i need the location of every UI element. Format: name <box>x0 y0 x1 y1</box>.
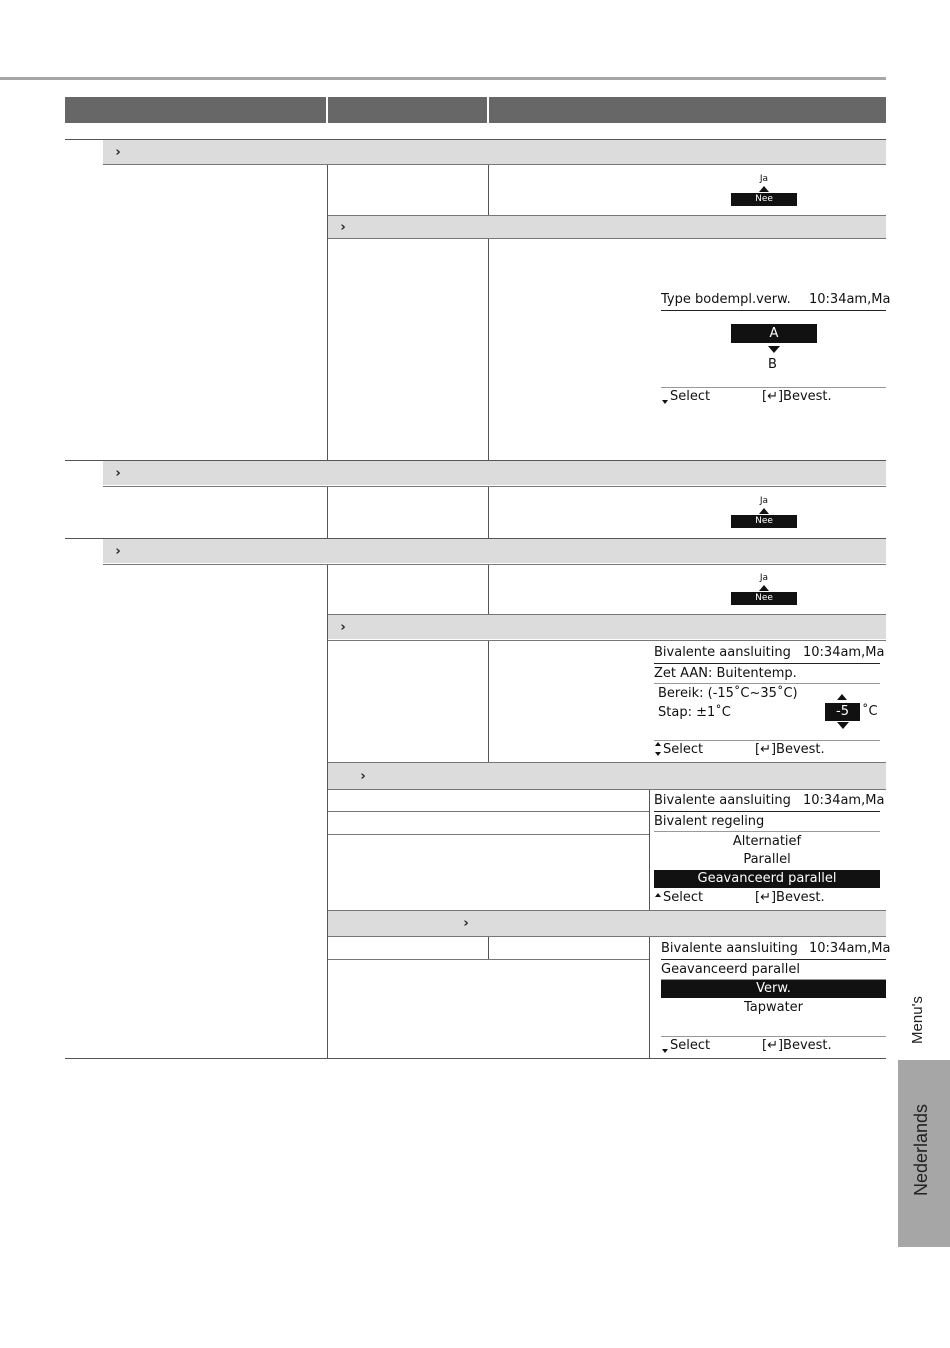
option-nee-selected: Nee <box>731 193 797 206</box>
temperature-value: -5 <box>825 703 860 721</box>
screen-time: 10:34am,Ma <box>803 645 885 660</box>
row-divider <box>328 959 649 960</box>
section-row-3 <box>103 539 886 563</box>
triangle-down-icon <box>768 346 780 353</box>
chevron-right-icon: › <box>340 619 346 635</box>
chevron-right-icon: › <box>463 915 469 931</box>
option-parallel: Parallel <box>743 852 791 867</box>
chevron-right-icon: › <box>115 144 121 160</box>
screen-subtitle: Zet AAN: Buitentemp. <box>654 666 797 681</box>
section-row-1 <box>103 140 886 164</box>
row-divider <box>328 811 649 812</box>
row-divider <box>328 238 886 239</box>
screen-footer-rule <box>654 740 880 741</box>
screen-subtitle: Bivalent regeling <box>654 814 765 829</box>
ja-nee-selector <box>729 174 799 206</box>
triangle-up-icon <box>759 508 769 514</box>
triangle-up-icon <box>655 742 661 746</box>
column-divider <box>327 165 328 461</box>
triangle-down-icon <box>662 400 668 404</box>
option-alternatief: Alternatief <box>732 834 802 849</box>
column-divider <box>488 487 489 538</box>
row-divider <box>328 936 886 937</box>
row-divider <box>103 164 886 165</box>
triangle-up-icon <box>655 893 661 897</box>
ja-nee-selector <box>729 573 799 605</box>
top-rule <box>0 77 886 80</box>
step-text: Stap: ±1˚C <box>658 705 731 720</box>
column-divider <box>649 937 650 1059</box>
column-divider <box>488 937 489 959</box>
screen-rule <box>661 959 886 960</box>
screen-title: Bivalente aansluiting <box>661 941 798 956</box>
screen-subtitle: Geavanceerd parallel <box>661 962 800 977</box>
column-divider <box>649 790 650 910</box>
option-verw-selected: Verw. <box>661 980 886 998</box>
ja-nee-selector <box>729 496 799 528</box>
option-nee-selected: Nee <box>731 515 797 528</box>
triangle-down-icon <box>662 1049 668 1053</box>
option-ja: Ja <box>759 174 769 184</box>
screen-footer-rule <box>661 1036 886 1037</box>
footer-confirm: [↵]Bevest. <box>762 389 832 404</box>
column-divider <box>488 165 489 215</box>
screen-time: 10:34am,Ma <box>803 793 885 808</box>
side-tab-language <box>898 1060 950 1247</box>
section-row-2 <box>103 461 886 485</box>
screen-time: 10:34am,Ma <box>809 941 891 956</box>
screen-title: Bivalente aansluiting <box>654 793 791 808</box>
temperature-unit: ˚C <box>862 704 878 719</box>
footer-confirm: [↵]Bevest. <box>755 742 825 757</box>
triangle-up-icon <box>837 694 847 700</box>
footer-select: Select <box>670 389 711 404</box>
footer-select: Select <box>670 1038 711 1053</box>
footer-confirm: [↵]Bevest. <box>762 1038 832 1053</box>
option-nee-selected: Nee <box>731 592 797 605</box>
lcd-screen-floor-type <box>661 292 891 412</box>
column-divider <box>488 641 489 762</box>
row-divider <box>103 564 886 565</box>
triangle-up-icon <box>759 585 769 591</box>
option-a-selected: A <box>731 324 817 343</box>
column-divider <box>327 487 328 538</box>
chevron-right-icon: › <box>115 543 121 559</box>
screen-rule <box>654 811 880 812</box>
option-ja: Ja <box>759 573 769 583</box>
column-divider <box>488 565 489 614</box>
subsection-row-3a <box>328 615 886 639</box>
footer-select: Select <box>663 742 704 757</box>
option-ja: Ja <box>759 496 769 506</box>
row-divider <box>328 834 649 835</box>
screen-title: Type bodempl.verw. <box>661 292 791 307</box>
lcd-screen-bivalent-control <box>654 793 885 908</box>
range-text: Bereik: (-15˚C~35˚C) <box>658 686 798 701</box>
subsection-row-3c <box>328 911 886 936</box>
screen-rule <box>654 663 880 664</box>
side-tab-menus-label: Menu's <box>909 996 926 1044</box>
footer-confirm: [↵]Bevest. <box>755 890 825 905</box>
row-divider <box>328 789 886 790</box>
screen-footer-rule <box>661 387 886 388</box>
side-tab-language-label: Nederlands <box>911 1103 931 1197</box>
screen-rule <box>654 831 880 832</box>
screen-time: 10:34am,Ma <box>809 292 891 307</box>
subsection-row-1 <box>328 216 886 238</box>
chevron-right-icon: › <box>115 465 121 481</box>
screen-title: Bivalente aansluiting <box>654 645 791 660</box>
chevron-right-icon: › <box>340 219 346 235</box>
table-bottom-rule <box>65 1058 886 1059</box>
option-geavanceerd-parallel-selected: Geavanceerd parallel <box>654 870 880 888</box>
screen-rule <box>654 683 880 684</box>
row-divider <box>103 486 886 487</box>
row-divider <box>328 640 886 641</box>
triangle-down-icon <box>655 752 661 756</box>
subsection-row-3b <box>328 763 886 789</box>
screen-rule <box>661 310 886 311</box>
table-header-col-3 <box>489 97 886 123</box>
option-b: B <box>768 357 777 372</box>
triangle-down-icon <box>837 722 849 729</box>
column-divider <box>488 239 489 461</box>
table-header-col-2 <box>328 97 487 123</box>
lcd-screen-advanced-parallel <box>661 941 891 1056</box>
footer-select: Select <box>663 890 704 905</box>
table-header-col-1 <box>65 97 326 123</box>
chevron-right-icon: › <box>360 768 366 784</box>
side-tab-menus <box>898 990 938 1050</box>
triangle-up-icon <box>759 186 769 192</box>
option-tapwater: Tapwater <box>743 1000 804 1015</box>
lcd-screen-bivalent-temp <box>654 645 885 760</box>
